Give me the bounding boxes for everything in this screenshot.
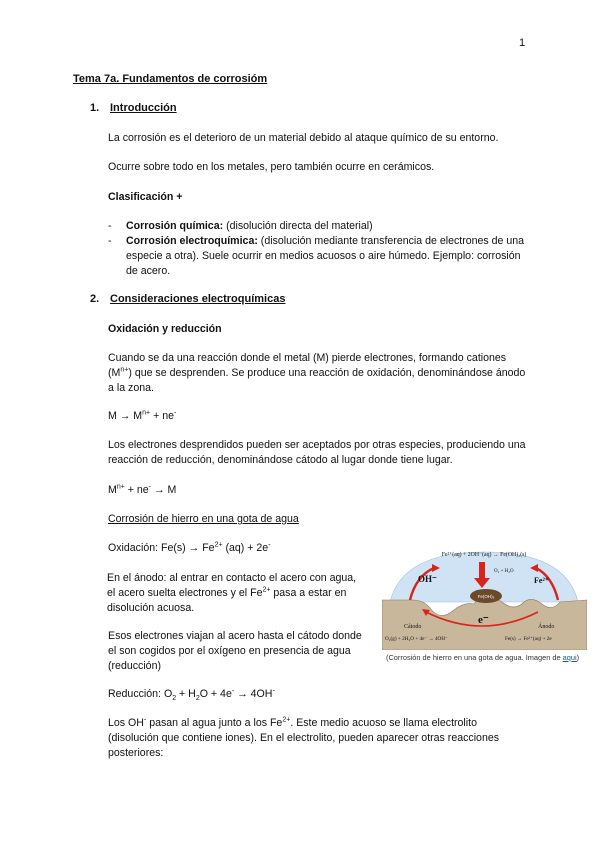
text: ) que se desprenden. Se produce una reacción de oxidación, denominándose ánodo a la zona.: [108, 366, 526, 394]
superscript: -: [148, 483, 152, 491]
oxidation-paragraph: [108, 351, 528, 395]
bullet-icon: -: [108, 235, 112, 247]
text: pasan al agua junto a los Fe: [146, 717, 283, 729]
subsection-title: Oxidación y reducción: [108, 323, 222, 335]
caption-link[interactable]: aqui: [562, 653, 577, 662]
diagram-electron-label: e⁻: [478, 614, 489, 626]
cathode-paragraph: Esos electrones viajan al acero hasta el cátodo donde el son cogidos por el oxígeno en presencia de agua (reducción): [108, 630, 362, 672]
intro-paragraph-2: Ocurre sobre todo en los metales, pero también ocurre en cerámicos.: [108, 161, 435, 173]
anode-paragraph: [107, 571, 363, 615]
list-item: [108, 234, 530, 278]
superscript: -: [268, 541, 271, 549]
caption-text: ): [576, 653, 580, 662]
section-title: Introducción: [110, 102, 177, 114]
superscript: -: [231, 687, 235, 695]
section-number: 1.: [90, 102, 100, 114]
reduction-paragraph: Los electrones desprendidos pueden ser aceptados por otras especies, produciendo una reacción de reducción, denominándose cátodo al lugar donde tiene lugar.: [108, 439, 526, 466]
text: → 4OH: [234, 688, 273, 700]
superscript: n+: [142, 409, 151, 417]
equation-iron-reduction: [108, 687, 528, 702]
text: Cuando se da una reacción donde el metal (M) pierde electrones, formando cationes (M: [108, 352, 507, 379]
page-number: 1: [519, 37, 526, 49]
text: pasa a estar en disolución acuosa.: [107, 586, 347, 614]
text: + ne: [150, 410, 174, 422]
diagram-anode-label: Ánodo: [538, 624, 555, 630]
diagram-anode-equation: Fe(s) → Fe²⁺(aq) + 2e: [505, 636, 552, 642]
oxygen-arrow-shaft: [479, 562, 485, 578]
superscript: -: [272, 687, 275, 695]
text: Reducción: O: [108, 688, 173, 700]
diagram-top-equation: Fe²⁺(aq) + 2OH⁻(aq) → Fe(OH)₂(s): [441, 552, 527, 558]
diagram-o2-label: O₂ + H₂O: [494, 569, 514, 574]
superscript: 2+: [214, 541, 223, 549]
intro-paragraph-1: La corrosión es el deterioro de un material debido al ataque químico de su entorno.: [108, 132, 499, 144]
superscript: 2+: [282, 716, 291, 724]
subscript: 2: [195, 695, 200, 703]
classification-heading: Clasificación +: [108, 191, 183, 203]
bullet-term: Corrosión electroquímica:: [126, 235, 258, 247]
diagram-oh-label: OH⁻: [418, 574, 437, 584]
text: Los OH: [108, 717, 144, 729]
iron-corrosion-diagram: [382, 546, 587, 650]
text: En el ánodo: al entrar en contacto el acero con agua, el acero suelta electrones y el Fe: [107, 572, 357, 599]
section-heading-1: [90, 102, 177, 114]
page-title: Tema 7a. Fundamentos de corrosióm: [73, 73, 268, 85]
text: M: [108, 484, 117, 496]
diagram-cathode-label: Cátodo: [404, 624, 422, 630]
superscript: -: [143, 716, 147, 724]
diagram-cathode-equation: O₂(g) + 2H₂O + 4e⁻ → 4OH⁻: [385, 636, 448, 642]
equation-reduction-generic: [108, 483, 528, 498]
figure-caption: [386, 653, 596, 662]
text: Oxidación: Fe(s) → Fe: [108, 542, 215, 554]
equation-oxidation-generic: [108, 409, 528, 424]
diagram-fe-label: Fe²⁺: [534, 576, 550, 585]
text: M → M: [108, 410, 143, 422]
text: + ne: [124, 484, 149, 496]
caption-text: (Corrosión de hierro en una gota de agua. Imagen de: [386, 653, 563, 662]
electrolyte-paragraph: [108, 716, 528, 760]
section-number: 2.: [90, 293, 100, 305]
superscript: -: [173, 409, 177, 417]
superscript: n+: [116, 483, 125, 491]
text: (aq) + 2e: [222, 542, 269, 554]
bullet-text: (disolución directa del material): [223, 220, 373, 232]
section-title: Consideraciones electroquímicas: [110, 293, 286, 305]
text: + H: [176, 688, 196, 700]
bullet-term: Corrosión química:: [126, 220, 224, 232]
text: → M: [151, 484, 177, 496]
superscript: n+: [120, 366, 129, 374]
iron-corrosion-heading: Corrosión de hierro en una gota de agua: [108, 513, 299, 525]
text: O + 4e: [199, 688, 232, 700]
section-heading-2: [90, 293, 285, 305]
bullet-text: (disolución mediante transferencia de electrones de una especie a otra). Suele ocurrir en medios acuosos o aire húmedo. Ejemplo: corrosión de acero.: [126, 235, 525, 277]
list-item: [108, 219, 530, 234]
diagram-rust-label: Fe(OH)₃: [477, 594, 495, 599]
subscript: 2: [172, 695, 177, 703]
superscript: 2+: [262, 586, 271, 594]
text: . Este medio acuoso se llama electrolito (disolución que contiene iones). En el electrolito, pueden aparecer otras reacciones posteriores:: [108, 717, 500, 759]
bullet-icon: -: [108, 220, 112, 232]
